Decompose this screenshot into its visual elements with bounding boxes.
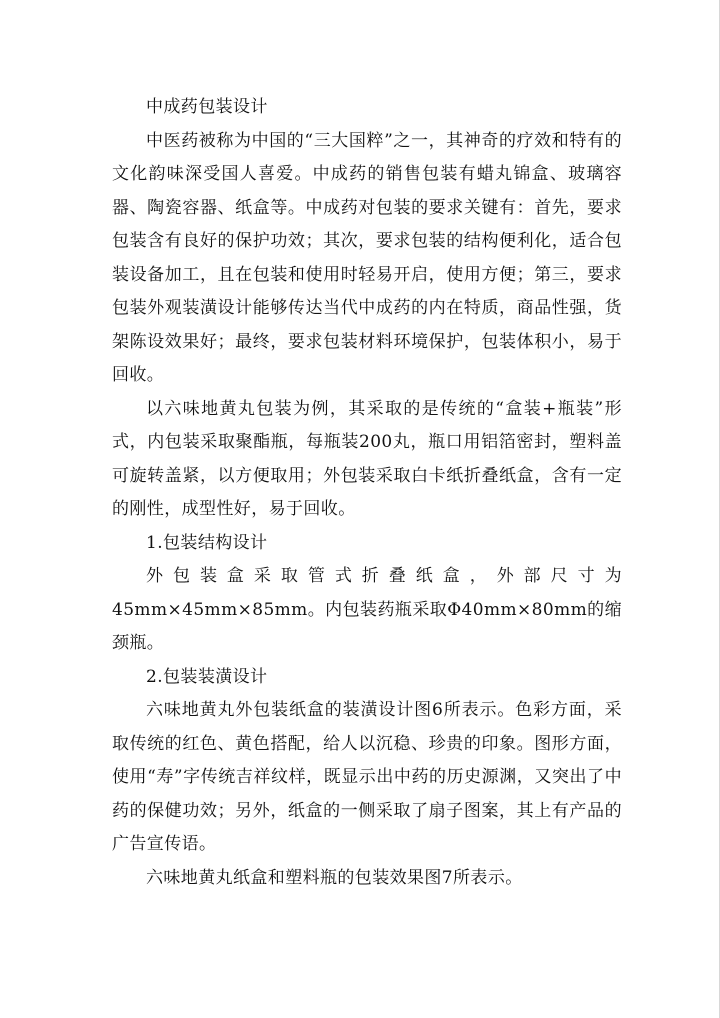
section-heading-decoration: 2.包装装潢设计 — [146, 666, 268, 687]
document-body — [112, 91, 622, 895]
paragraph-structure: 外包装盒采取管式折叠纸盒，外部尺寸为45mm×45mm×85mm。内包装药瓶采取Φ40mm×80mm的缩颈瓶。 — [112, 566, 622, 653]
document-title: 中成药包装设计 — [146, 97, 268, 117]
paragraph-intro: 中医药被称为中国的“三大国粹”之一，其神奇的疗效和特有的文化韵味深受国人喜爱。中成药的销售包装有蜡丸锦盒、玻璃容器、陶瓷容器、纸盒等。中成药对包装的要求关键有：首先，要求包装含有良好的保护功效；其次，要求包装的结构便利化，适合包装设备加工，且在包装和使用时轻易开启，使用方便；第三，要求包装外观装潢设计能够传达当代中成药的内在特质，商品性强，货架陈设效果好；最终，要求包装材料环境保护，包装体积小，易于回收。 — [112, 130, 622, 385]
paragraph-decoration: 六味地黄丸外包装纸盒的装潢设计图6所表示。色彩方面，采取传统的红色、黄色搭配，给人以沉稳、珍贵的印象。图形方面，使用“寿”字传统吉祥纹样，既显示出中药的历史源渊，又突出了中药的保健功效；另外，纸盒的一侧采取了扇子图案，其上有产品的广告宣传语。 — [112, 700, 622, 854]
section-heading-structure: 1.包装结构设计 — [146, 532, 268, 553]
paragraph-example: 以六味地黄丸包装为例，其采取的是传统的“盒装+瓶装”形式，内包装采取聚酯瓶，每瓶装200丸，瓶口用铝箔密封，塑料盖可旋转盖紧，以方便取用；外包装采取白卡纸折叠纸盒，含有一定的刚性，成型性好，易于回收。 — [112, 398, 622, 519]
paragraph-closing: 六味地黄丸纸盒和塑料瓶的包装效果图7所表示。 — [146, 867, 523, 888]
